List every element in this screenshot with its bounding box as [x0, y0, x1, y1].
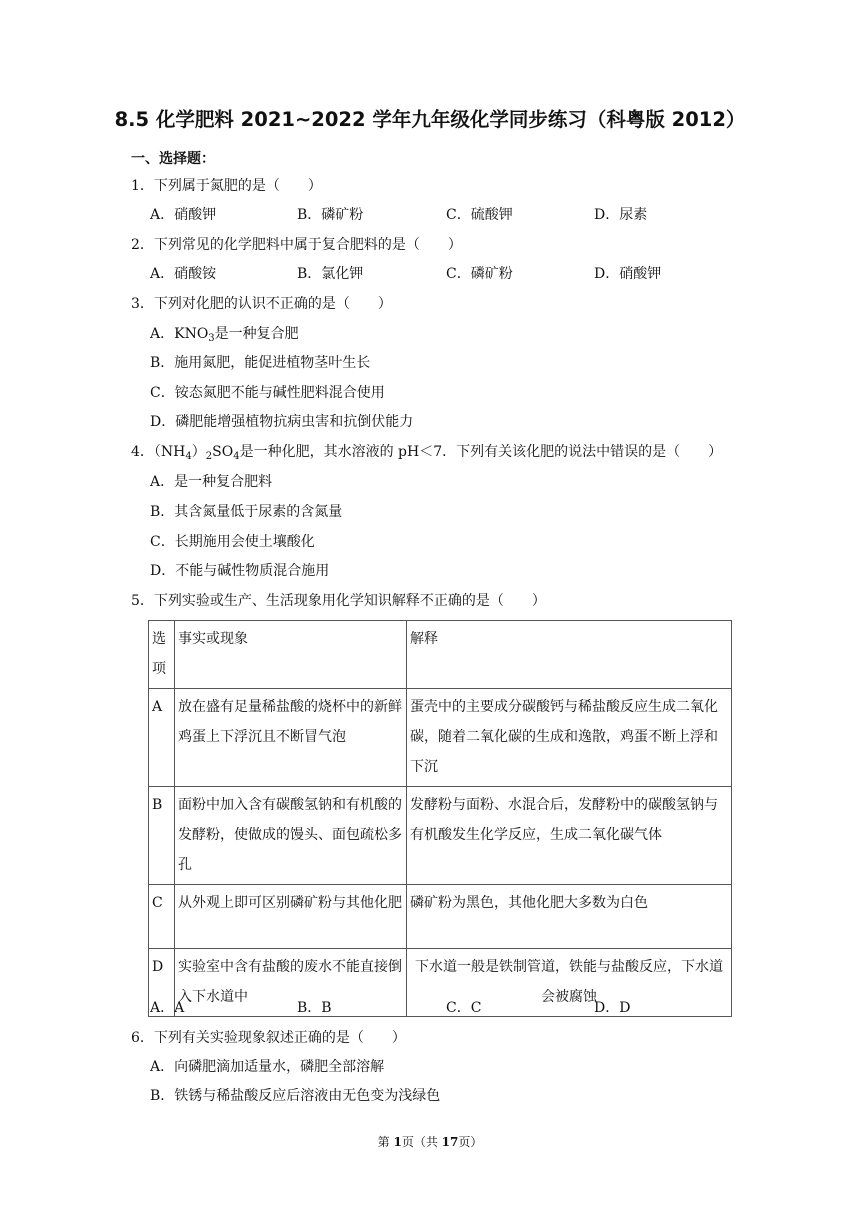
q6-option-b: B．铁锈与稀盐酸反应后溶液由无色变为浅绿色 [150, 1088, 441, 1104]
q1-option-c: C．硫酸钾 [446, 207, 513, 223]
question-4-stem: 4．$(NH_4)_2SO_4$是一种化肥，其水溶液的 pH＜7．下列有关该化肥的说法中错误的是（ ） [131, 444, 723, 462]
table-cell: 放在盛有足量稀盐酸的烧杯中的新鲜鸡蛋上下浮沉且不断冒气泡 [175, 689, 407, 787]
q2-option-b: B．氯化钾 [297, 266, 364, 282]
table-row [149, 949, 732, 1017]
q1-option-a: A．硝酸钾 [150, 207, 217, 223]
q2-option-a: A．硝酸铵 [150, 266, 217, 282]
q3-option-a: A．$KNO_3$是一种复合肥 [150, 326, 299, 344]
section-heading: 一、选择题： [131, 151, 215, 167]
page-footer: 第 1页（共 17页） [377, 1135, 483, 1149]
q6-option-a: A．向磷肥滴加适量水，磷肥全部溶解 [150, 1059, 385, 1075]
question-2-stem: 2．下列常见的化学肥料中属于复合肥料的是（ ） [131, 237, 462, 253]
table-cell: D [149, 949, 175, 1017]
question-5-stem: 5．下列实验或生产、生活现象用化学知识解释不正确的是（ ） [131, 593, 546, 609]
q1-option-b: B．磷矿粉 [297, 207, 364, 223]
table-cell: C [149, 885, 175, 949]
total-pages: 17 [441, 1135, 459, 1149]
q5-option-b: B．B [297, 1000, 332, 1016]
table-header-row [149, 621, 732, 689]
question-1-stem: 1．下列属于氮肥的是（ ） [131, 178, 322, 194]
q4-option-d: D．不能与碱性物质混合施用 [150, 563, 330, 579]
table-cell: 发酵粉与面粉、水混合后，发酵粉中的碳酸氢钠与有机酸发生化学反应，生成二氧化碳气体 [407, 787, 732, 885]
q4-option-a: A．是一种复合肥料 [150, 474, 273, 490]
q4-option-c: C．长期施用会使土壤酸化 [150, 534, 315, 550]
q1-option-d: D．尿素 [594, 207, 648, 223]
q3-option-b: B．施用氮肥，能促进植物茎叶生长 [150, 355, 371, 371]
table-header-cell: 事实或现象 [175, 621, 407, 689]
q5-option-d: D．D [594, 1000, 631, 1016]
q3-option-d: D．磷肥能增强植物抗病虫害和抗倒伏能力 [150, 414, 414, 430]
q4-option-b: B．其含氮量低于尿素的含氮量 [150, 504, 343, 520]
table-cell: 磷矿粉为黑色，其他化肥大多数为白色 [407, 885, 732, 949]
table-row [149, 885, 732, 949]
q5-option-c: C．C [446, 1000, 482, 1016]
q5-table [148, 620, 732, 1017]
table-cell: 从外观上即可区别磷矿粉与其他化肥 [175, 885, 407, 949]
question-3-stem: 3．下列对化肥的认识不正确的是（ ） [131, 296, 392, 312]
page-title: 8.5 化学肥料 2021~2022 学年九年级化学同步练习（科粤版 2012） [114, 108, 746, 131]
table-cell: 蛋壳中的主要成分碳酸钙与稀盐酸反应生成二氧化碳，随着二氧化碳的生成和逸散，鸡蛋不断上浮和下沉 [407, 689, 732, 787]
table-cell: 面粉中加入含有碳酸氢钠和有机酸的发酵粉，使做成的馒头、面包疏松多孔 [175, 787, 407, 885]
table-cell: B [149, 787, 175, 885]
table-cell: 下水道一般是铁制管道，铁能与盐酸反应，下水道会被腐蚀 [407, 949, 732, 1017]
table-row [149, 689, 732, 787]
table-cell: A [149, 689, 175, 787]
table-header-cell: 解释 [407, 621, 732, 689]
q2-option-c: C．磷矿粉 [446, 266, 513, 282]
table-row [149, 787, 732, 885]
q5-option-a: A．A [150, 1000, 185, 1016]
page-number: 1 [393, 1135, 402, 1149]
table-header-cell: 选项 [149, 621, 175, 689]
q2-option-d: D．硝酸钾 [594, 266, 662, 282]
table-cell: 实验室中含有盐酸的废水不能直接倒入下水道中 [175, 949, 407, 1017]
question-6-stem: 6．下列有关实验现象叙述正确的是（ ） [131, 1030, 406, 1046]
q3-option-c: C．铵态氮肥不能与碱性肥料混合使用 [150, 385, 385, 401]
